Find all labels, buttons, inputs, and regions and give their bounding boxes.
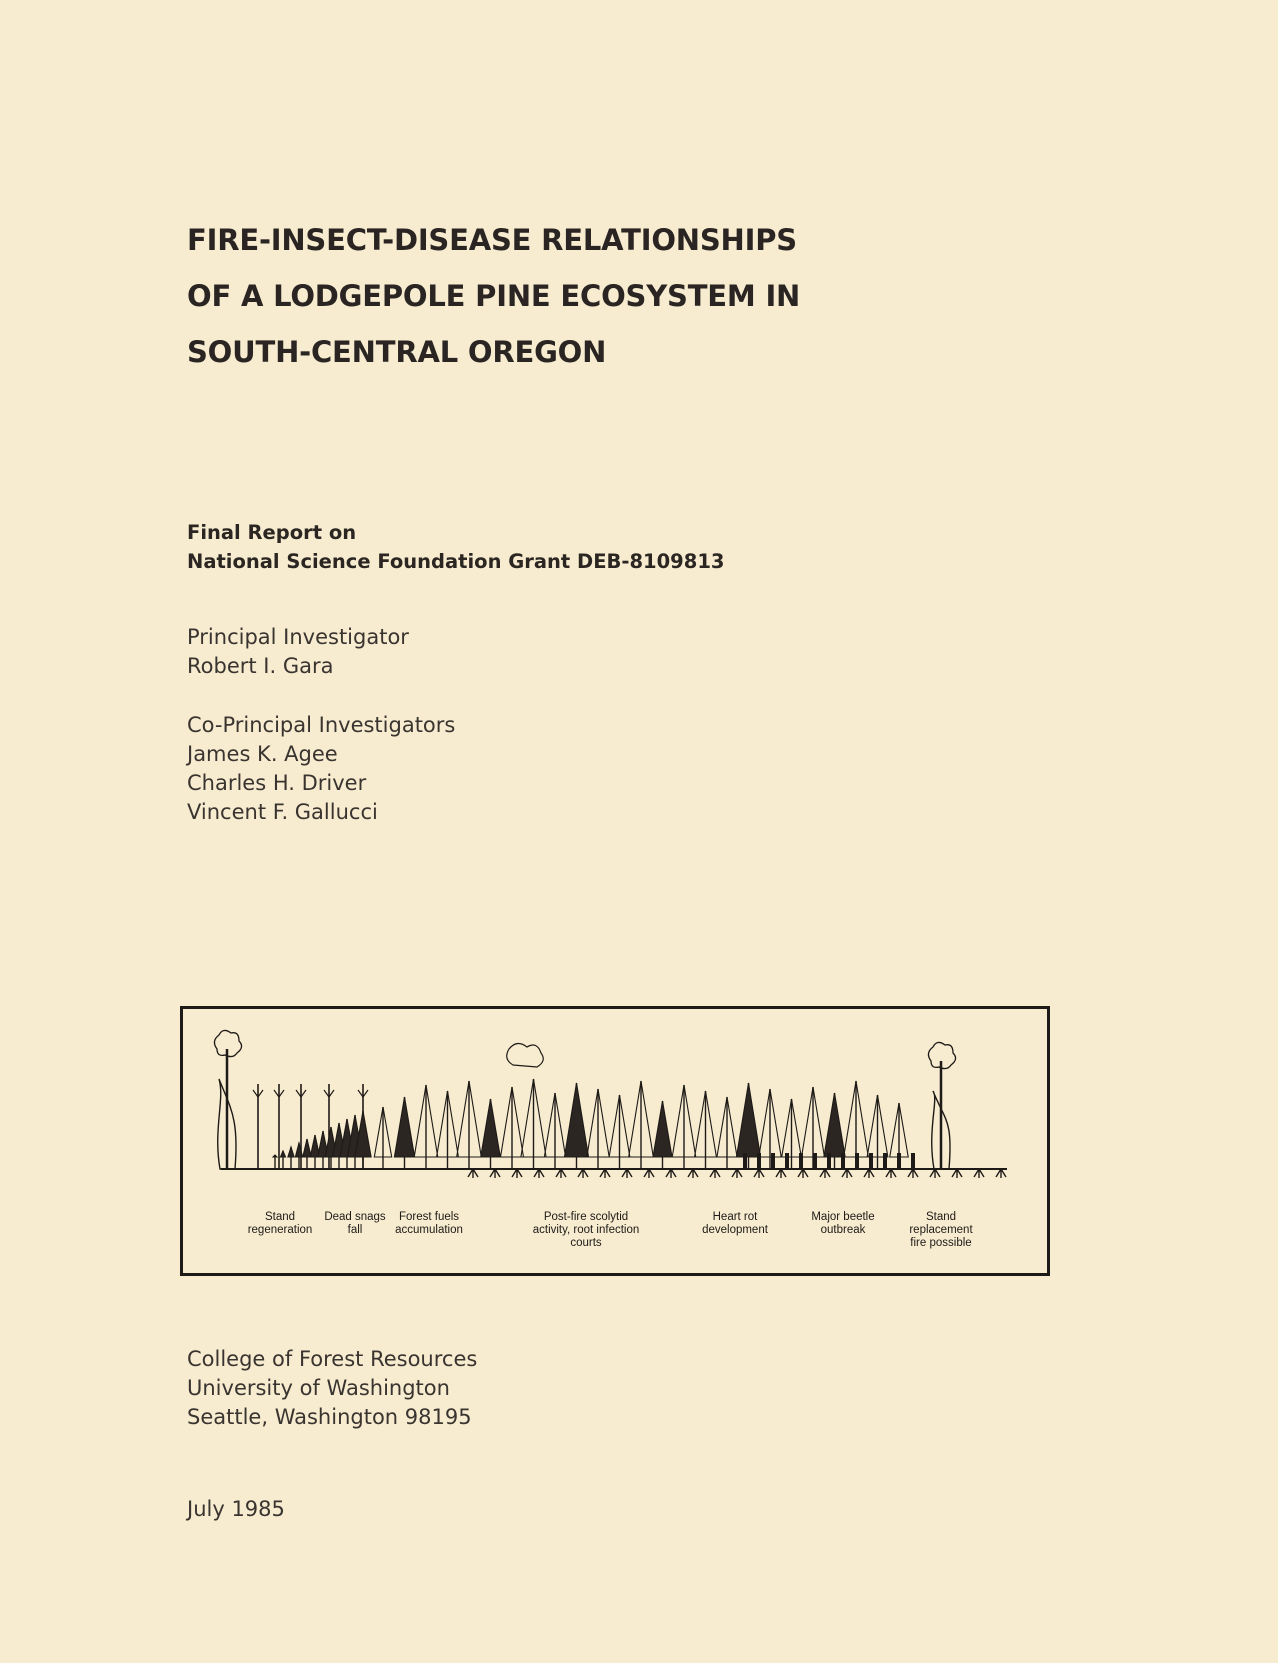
publication-date: July 1985 <box>187 1497 285 1521</box>
title-line-1: FIRE-INSECT-DISEASE RELATIONSHIPS <box>187 223 797 257</box>
tree-crown <box>394 1097 414 1157</box>
root-mark <box>798 1169 808 1178</box>
understory-stem <box>827 1153 831 1169</box>
understory-stem <box>799 1153 803 1169</box>
root-mark <box>732 1169 742 1178</box>
tree-crown <box>303 1139 311 1157</box>
understory-stem <box>771 1153 775 1169</box>
root-mark <box>952 1169 962 1178</box>
root-mark <box>974 1169 984 1178</box>
root-mark <box>996 1169 1006 1178</box>
root-mark <box>600 1169 610 1178</box>
root-mark <box>578 1169 588 1178</box>
understory-stem <box>911 1153 915 1169</box>
principal-heading: Principal Investigator <box>187 625 409 649</box>
stage-label: Major beetle outbreak <box>811 1211 875 1236</box>
tree-crown <box>653 1101 672 1157</box>
stage-label: Post-fire scolytid activity, root infection courts <box>532 1211 640 1249</box>
tree-crown <box>564 1083 588 1157</box>
understory-stem <box>897 1153 901 1169</box>
institution-address <box>187 1345 477 1432</box>
forest-succession-illustration <box>180 1006 1050 1276</box>
university-name: University of Washington <box>187 1376 450 1400</box>
report-title <box>187 212 987 380</box>
tree-crown <box>273 1155 277 1157</box>
grant-info <box>187 518 724 576</box>
co-principal-investigators <box>187 711 455 827</box>
tree-crown <box>481 1099 501 1157</box>
stage-label: Stand regeneration <box>247 1211 313 1236</box>
understory-stem <box>841 1153 845 1169</box>
dead-crown <box>507 1043 544 1067</box>
understory-stem <box>785 1153 789 1169</box>
stage-label: Dead snags fall <box>324 1211 386 1236</box>
tree-crown <box>280 1151 285 1157</box>
understory-stem <box>883 1153 887 1169</box>
city-state-zip: Seattle, Washington 98195 <box>187 1405 472 1429</box>
root-mark <box>820 1169 830 1178</box>
root-mark <box>688 1169 698 1178</box>
root-mark <box>556 1169 566 1178</box>
root-mark <box>490 1169 500 1178</box>
co-principal-name: James K. Agee <box>187 742 338 766</box>
understory-stem <box>813 1153 817 1169</box>
root-mark <box>842 1169 852 1178</box>
root-mark <box>776 1169 786 1178</box>
root-mark <box>908 1169 918 1178</box>
root-mark <box>644 1169 654 1178</box>
tree-crown <box>288 1147 294 1157</box>
root-mark <box>468 1169 478 1178</box>
root-mark <box>534 1169 544 1178</box>
root-mark <box>886 1169 896 1178</box>
stage-label: Heart rot development <box>702 1211 768 1236</box>
principal-investigator <box>187 623 409 681</box>
understory-stem <box>743 1153 747 1169</box>
understory-stem <box>869 1153 873 1169</box>
stage-label: Forest fuels accumulation <box>395 1211 463 1236</box>
root-mark <box>710 1169 720 1178</box>
report-type: Final Report on <box>187 521 357 544</box>
tree-crown <box>824 1093 845 1157</box>
root-mark <box>666 1169 676 1178</box>
understory-stem <box>757 1153 761 1169</box>
understory-stem <box>855 1153 859 1169</box>
college-name: College of Forest Resources <box>187 1347 478 1371</box>
root-mark <box>512 1169 522 1178</box>
title-line-3: SOUTH-CENTRAL OREGON <box>187 335 607 369</box>
tree-crown <box>736 1083 760 1157</box>
root-mark <box>754 1169 764 1178</box>
co-principal-name: Charles H. Driver <box>187 771 367 795</box>
co-principal-name: Vincent F. Gallucci <box>187 800 378 824</box>
root-mark <box>864 1169 874 1178</box>
stage-label: Stand replacement fire possible <box>909 1211 973 1249</box>
root-mark <box>622 1169 632 1178</box>
title-line-2: OF A LODGEPOLE PINE ECOSYSTEM IN <box>187 279 801 313</box>
principal-name: Robert I. Gara <box>187 654 334 678</box>
root-mark <box>930 1169 940 1178</box>
grant-number: National Science Foundation Grant DEB-8109813 <box>187 550 725 573</box>
co-principal-heading: Co-Principal Investigators <box>187 713 456 737</box>
